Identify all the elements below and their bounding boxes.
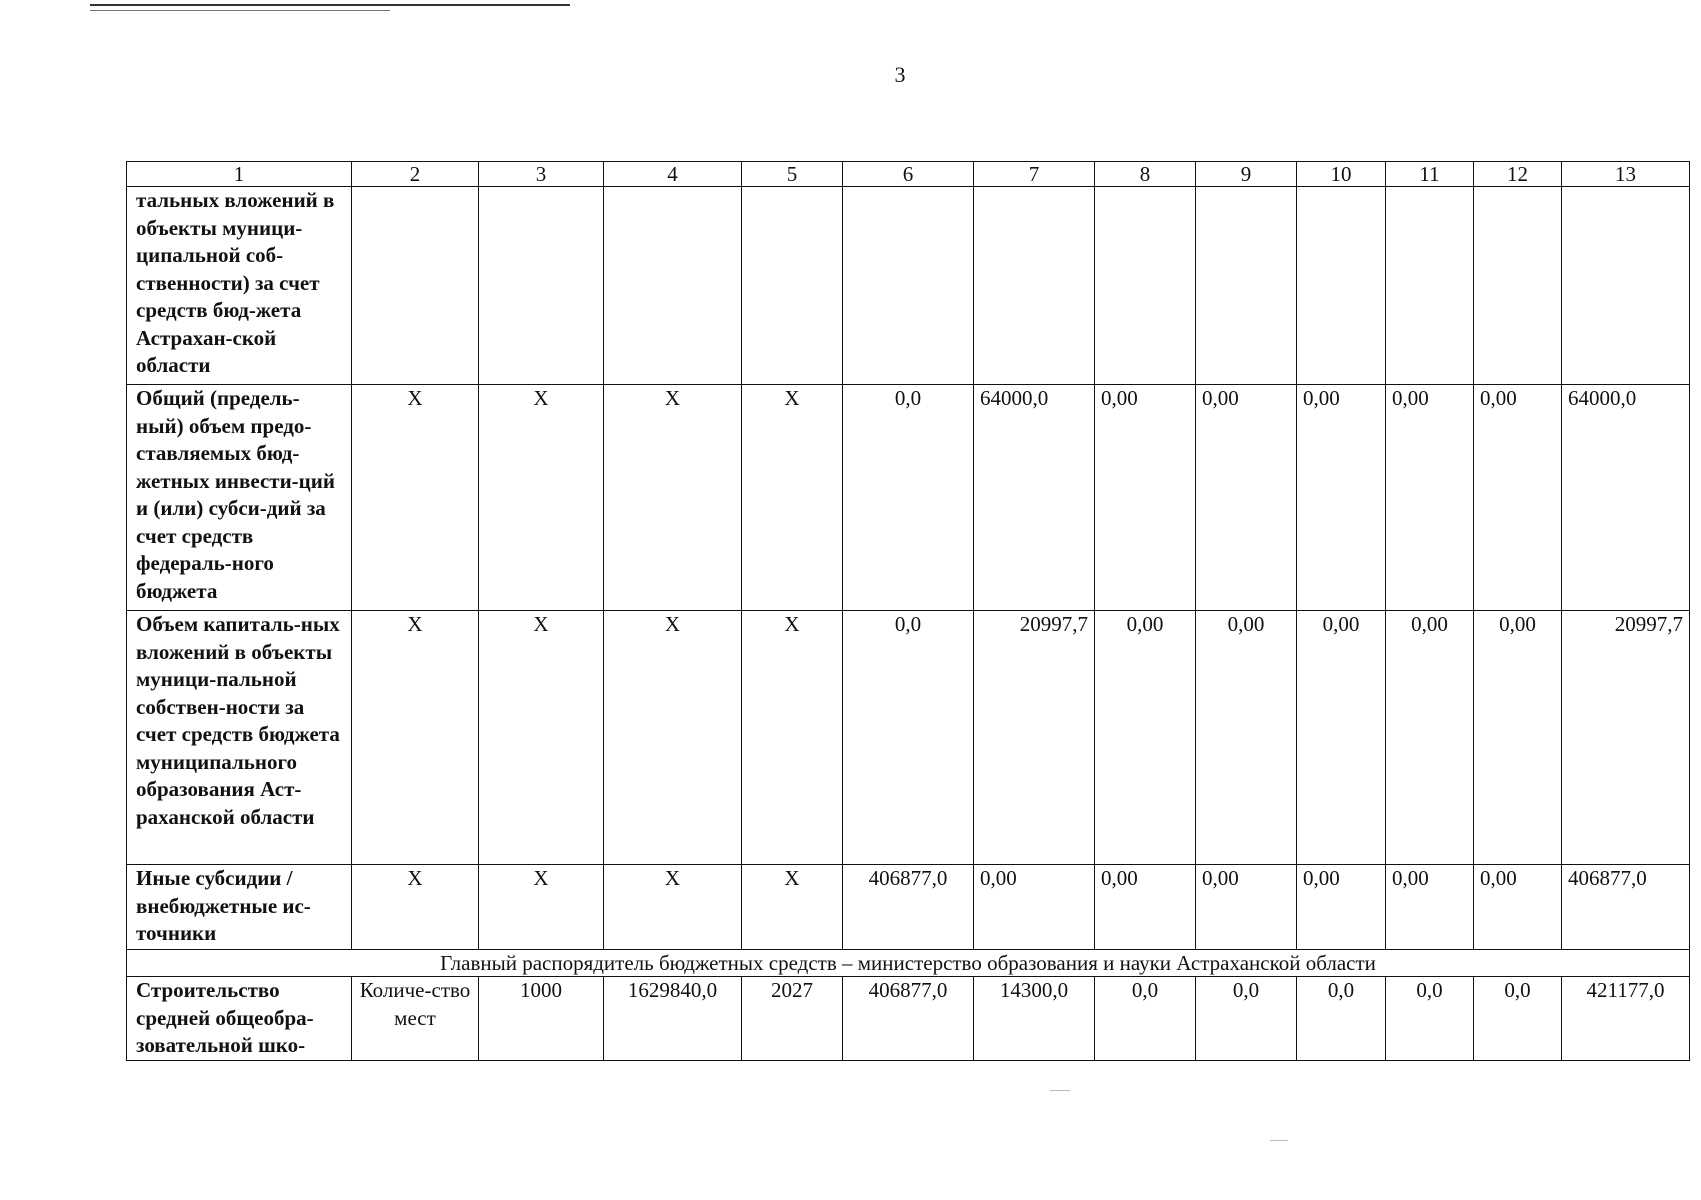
table-cell: Х	[352, 385, 479, 611]
table-cell: Х	[742, 385, 843, 611]
scan-speck	[1270, 1140, 1288, 1141]
section-header: Главный распорядитель бюджетных средств – министерство образования и науки Астраханской области	[127, 950, 1690, 977]
column-number: 11	[1386, 162, 1474, 187]
table-cell: 1629840,0	[604, 977, 742, 1061]
row-label: Иные субсидии / внебюджетные ис-точники	[127, 865, 352, 950]
table-cell: 64000,0	[974, 385, 1095, 611]
table-cell: Х	[604, 385, 742, 611]
table-cell: 406877,0	[843, 865, 974, 950]
column-number: 6	[843, 162, 974, 187]
table-cell: 0,00	[1474, 611, 1562, 865]
table-row-other-subsidies	[127, 865, 1690, 950]
table-cell	[843, 187, 974, 385]
table-cell: Х	[604, 611, 742, 865]
table-cell: Х	[352, 865, 479, 950]
table-cell: 406877,0	[843, 977, 974, 1061]
row-label: Строительство средней общеобра-зовательной шко-	[127, 977, 352, 1061]
table-cell: 0,00	[974, 865, 1095, 950]
table-cell: Х	[479, 865, 604, 950]
table-cell: 0,00	[1386, 385, 1474, 611]
table-cell	[604, 187, 742, 385]
table-cell: 0,00	[1386, 611, 1474, 865]
table-cell	[479, 187, 604, 385]
table-row-school-construction	[127, 977, 1690, 1061]
table-cell: 0,00	[1095, 385, 1196, 611]
table-cell: 0,0	[843, 611, 974, 865]
column-number: 9	[1196, 162, 1297, 187]
table-cell: Х	[604, 865, 742, 950]
page-number: 3	[894, 62, 906, 87]
column-number: 8	[1095, 162, 1196, 187]
scan-speck	[1050, 1090, 1070, 1091]
table-cell: 14300,0	[974, 977, 1095, 1061]
column-number: 2	[352, 162, 479, 187]
table-cell: 64000,0	[1562, 385, 1690, 611]
table-row-regional-budget	[127, 187, 1690, 385]
table-cell: 0,00	[1095, 611, 1196, 865]
column-number: 4	[604, 162, 742, 187]
row-label: Объем капиталь-ных вложений в объекты муници-пальной собствен-ности за счет средств бюджета муниципального образования Аст-раханской области	[127, 611, 352, 865]
table-cell: 0,00	[1297, 385, 1386, 611]
table-cell: 0,0	[1095, 977, 1196, 1061]
table-cell: 0,0	[843, 385, 974, 611]
top-edge-rule-faint	[90, 10, 390, 11]
table-cell: 0,00	[1297, 865, 1386, 950]
table-cell	[1095, 187, 1196, 385]
table-cell	[742, 187, 843, 385]
table-cell: 20997,7	[974, 611, 1095, 865]
table-cell: 20997,7	[1562, 611, 1690, 865]
row-label: Общий (предель-ный) объем предо-ставляемых бюд-жетных инвести-ций и (или) субси-дий за счет средств федераль-ного бюджета	[127, 385, 352, 611]
column-number-row	[127, 162, 1690, 187]
table-cell: 1000	[479, 977, 604, 1061]
table-cell: 0,00	[1196, 611, 1297, 865]
table-cell: 0,00	[1196, 865, 1297, 950]
table-cell: Х	[742, 865, 843, 950]
table-cell: 0,00	[1196, 385, 1297, 611]
table-cell: Количе-ство мест	[352, 977, 479, 1061]
top-edge-rule	[90, 4, 570, 6]
table-row-section-header	[127, 950, 1690, 977]
column-number: 7	[974, 162, 1095, 187]
table-cell	[1196, 187, 1297, 385]
column-number: 5	[742, 162, 843, 187]
column-number: 10	[1297, 162, 1386, 187]
table-cell: 0,00	[1297, 611, 1386, 865]
budget-table	[126, 161, 1690, 1061]
column-number: 12	[1474, 162, 1562, 187]
table-cell	[352, 187, 479, 385]
table-cell: 0,00	[1474, 865, 1562, 950]
table-cell: 0,00	[1095, 865, 1196, 950]
table-row-municipal-budget	[127, 611, 1690, 865]
table-cell: 0,0	[1196, 977, 1297, 1061]
table-cell: Х	[479, 385, 604, 611]
table-cell: 0,0	[1386, 977, 1474, 1061]
row-label: тальных вложений в объекты муници-ципальной соб-ственности) за счет средств бюд-жета Астрахан-ской области	[127, 187, 352, 385]
table-row-federal-budget	[127, 385, 1690, 611]
table-cell: 2027	[742, 977, 843, 1061]
table-cell: 0,00	[1474, 385, 1562, 611]
column-number: 3	[479, 162, 604, 187]
column-number: 13	[1562, 162, 1690, 187]
table-cell: 406877,0	[1562, 865, 1690, 950]
table-cell	[1474, 187, 1562, 385]
table-cell	[1297, 187, 1386, 385]
table-cell: Х	[479, 611, 604, 865]
table-cell: 0,0	[1474, 977, 1562, 1061]
table-cell	[1562, 187, 1690, 385]
table-cell: Х	[352, 611, 479, 865]
table-cell: 421177,0	[1562, 977, 1690, 1061]
table-cell	[974, 187, 1095, 385]
table-cell: Х	[742, 611, 843, 865]
column-number: 1	[127, 162, 352, 187]
table-cell	[1386, 187, 1474, 385]
table-cell: 0,0	[1297, 977, 1386, 1061]
table-cell: 0,00	[1386, 865, 1474, 950]
